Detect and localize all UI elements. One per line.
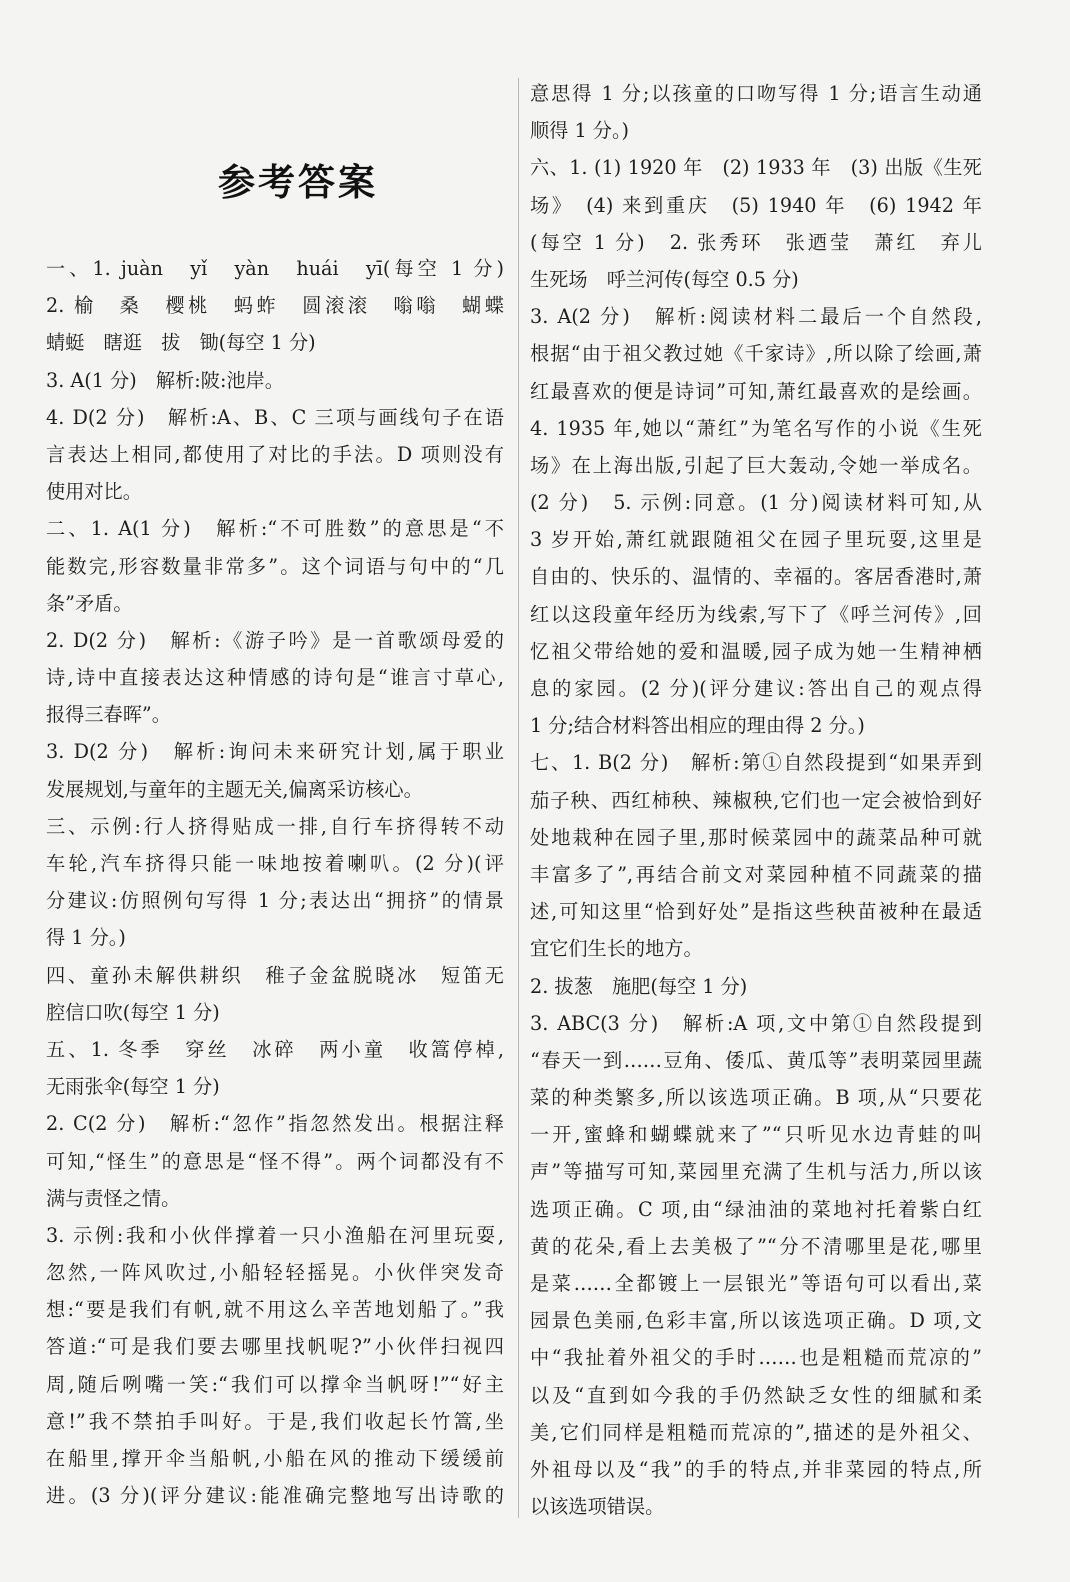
answer-line: 满与责怪之情。 [46,1186,181,1210]
answer-line: 进。(3 分)(评分建议:能准确完整地写出诗歌的 [46,1484,504,1508]
left-column-text [46,250,504,1514]
answer-line: 发展规划,与童年的主题无关,偏离采访核心。 [46,777,423,801]
answer-line: 2. C(2 分) 解析:“忽作”指忽然发出。根据注释 [46,1112,504,1136]
answer-line: “春天一到……豆角、倭瓜、黄瓜等”表明菜园里蔬 [530,1048,982,1072]
answer-line: 在船里,撑开伞当船帆,小船在风的推动下缓缓前 [46,1447,504,1470]
answer-line: 美,它们同样是粗糙而荒凉的”,描述的是外祖父、 [530,1420,982,1444]
answer-line: 三、示例:行人挤得贴成一排,自行车挤得转不动 [46,814,504,838]
answer-line: 五、1. 冬季 穿丝 冰碎 两小童 收篙停棹, [46,1037,504,1061]
answer-line: 使用对比。 [46,480,142,504]
answer-line: (每空 1 分) 2. 张秀环 张迺莹 萧红 弃儿 [530,230,982,254]
answer-line: 2. D(2 分) 解析:《游子吟》是一首歌颂母爱的 [46,628,504,652]
answer-line: 是菜……全都镀上一层银光”等语句可以看出,菜 [530,1272,982,1295]
answer-line: 四、童孙未解供耕织 稚子金盆脱晓冰 短笛无 [46,963,504,987]
answer-line: 3. A(2 分) 解析:阅读材料二最后一个自然段, [530,305,982,329]
answer-line: 意!”我不禁拍手叫好。于是,我们收起长竹篙,坐 [46,1409,504,1433]
answer-line: 处地栽种在园子里,那时候菜园中的蔬菜品种可就 [530,825,982,849]
answer-line: 2. 拔葱 施肥(每空 1 分) [530,974,748,998]
answer-line: 红以这段童年经历为线索,写下了《呼兰河传》,回 [530,602,982,626]
answer-line: 3 岁开始,萧红就跟随祖父在园子里玩耍,这里是 [530,528,982,552]
answer-line: 3. D(2 分) 解析:询问未来研究计划,属于职业 [46,740,504,764]
answer-line: 腔信口吹(每空 1 分) [46,1000,220,1024]
answer-line: 4. 1935 年,她以“萧红”为笔名写作的小说《生死 [530,416,982,440]
answer-line: 无雨张伞(每空 1 分) [46,1075,220,1099]
answer-line: 4. D(2 分) 解析:A、B、C 三项与画线句子在语 [46,405,504,429]
answer-line: 自由的、快乐的、温情的、幸福的。客居香港时,萧 [530,565,982,589]
answer-line: 想:“要是我们有帆,就不用这么辛苦地划船了。”我 [46,1298,504,1322]
answer-line: 场》 (4) 来到重庆 (5) 1940 年 (6) 1942 年 [530,193,982,217]
answer-line: 七、1. B(2 分) 解析:第①自然段提到“如果弄到 [530,751,982,775]
column-divider [518,78,519,1518]
answer-line: 红最喜欢的便是诗词”可知,萧红最喜欢的是绘画。 [530,379,982,403]
answer-line: 诗,诗中直接表达这种情感的诗句是“谁言寸草心, [46,666,504,690]
answer-line: 报得三春晖”。 [46,703,171,727]
answer-line: 周,随后咧嘴一笑:“我们可以撑伞当帆呀!”“好主 [46,1372,504,1396]
right-column-text [530,75,982,1525]
answer-line: 息的家园。(2 分)(评分建议:答出自己的观点得 [530,677,982,700]
answer-line: 六、1. (1) 1920 年 (2) 1933 年 (3) 出版《生死 [530,156,982,180]
answer-line: 答道:“可是我们要去哪里找帆呢?”小伙伴扫视四 [46,1335,504,1359]
answer-line: 分建议:仿照例句写得 1 分;表达出“拥挤”的情景 [46,889,504,913]
answer-line: 一、1. juàn yǐ yàn huái yī(每空 1 分) [46,257,504,280]
answer-line: 以及“直到如今我的手仍然缺乏女性的细腻和柔 [530,1383,982,1407]
answer-line: 声”等描写可知,菜园里充满了生机与活力,所以该 [530,1160,982,1184]
answer-line: 意思得 1 分;以孩童的口吻写得 1 分;语言生动通 [530,82,982,105]
answer-line: 条”矛盾。 [46,591,133,615]
answer-line: 3. ABC(3 分) 解析:A 项,文中第①自然段提到 [530,1011,982,1035]
answer-line: 1 分;结合材料答出相应的理由得 2 分。) [530,714,865,738]
answer-line: 生死场 呼兰河传(每空 0.5 分) [530,267,799,291]
answer-line: 蜻蜓 瞎逛 拔 锄(每空 1 分) [46,331,316,355]
answer-line: 一开,蜜蜂和蝴蝶就来了”“只听见水边青蛙的叫 [530,1123,982,1147]
answer-line: (2 分) 5. 示例:同意。(1 分)阅读材料可知,从 [530,491,982,515]
answer-line: 选项正确。C 项,由“绿油油的菜地衬托着紫白红 [530,1197,982,1221]
answer-line: 顺得 1 分。) [530,119,630,143]
answer-line: 可知,“怪生”的意思是“怪不得”。两个词都没有不 [46,1149,504,1173]
answer-line: 忆祖父带给她的爱和温暖,园子成为她一生精神栖 [530,639,982,663]
answer-line: 以该选项错误。 [530,1495,665,1519]
answer-line: 能数完,形容数量非常多”。这个词语与句中的“几 [46,554,504,578]
answer-line: 茄子秧、西红柿秧、辣椒秧,它们也一定会被恰到好 [530,788,982,812]
answer-line: 3. A(1 分) 解析:陂:池岸。 [46,368,284,392]
answer-line: 黄的花朵,看上去美极了”“分不清哪里是花,哪里 [530,1234,982,1258]
answer-line: 忽然,一阵风吹过,小船轻轻摇晃。小伙伴突发奇 [46,1261,504,1285]
answer-line: 园景色美丽,色彩丰富,所以该选项正确。D 项,文 [530,1309,982,1333]
answer-line: 述,可知这里“恰到好处”是指这些秧苗被种在最适 [530,900,982,924]
answer-line: 外祖母以及“我”的手的特点,并非菜园的特点,所 [530,1457,982,1481]
answer-line: 宜它们生长的地方。 [530,937,703,961]
answer-line: 3. 示例:我和小伙伴撑着一只小渔船在河里玩耍, [46,1223,504,1247]
answer-line: 言表达上相同,都使用了对比的手法。D 项则没有 [46,442,504,466]
answer-line: 丰富多了”,再结合前文对菜园种植不同蔬菜的描 [530,862,982,886]
answer-line: 菜的种类繁多,所以该选项正确。B 项,从“只要花 [530,1086,982,1110]
answer-line: 中“我扯着外祖父的手时……也是粗糙而荒凉的” [530,1346,982,1370]
answer-line: 二、1. A(1 分) 解析:“不可胜数”的意思是“不 [46,517,504,541]
answer-line: 场》在上海出版,引起了巨大轰动,令她一举成名。 [530,453,982,477]
page-title: 参考答案 [218,161,378,204]
answer-line: 得 1 分。) [46,926,126,950]
answer-line: 2. 榆 桑 樱桃 蚂蚱 圆滚滚 嗡嗡 蝴蝶 [46,294,504,318]
answer-line: 车轮,汽车挤得只能一味地按着喇叭。(2 分)(评 [46,852,504,875]
answer-line: 根据“由于祖父教过她《千家诗》,所以除了绘画,萧 [530,342,982,366]
